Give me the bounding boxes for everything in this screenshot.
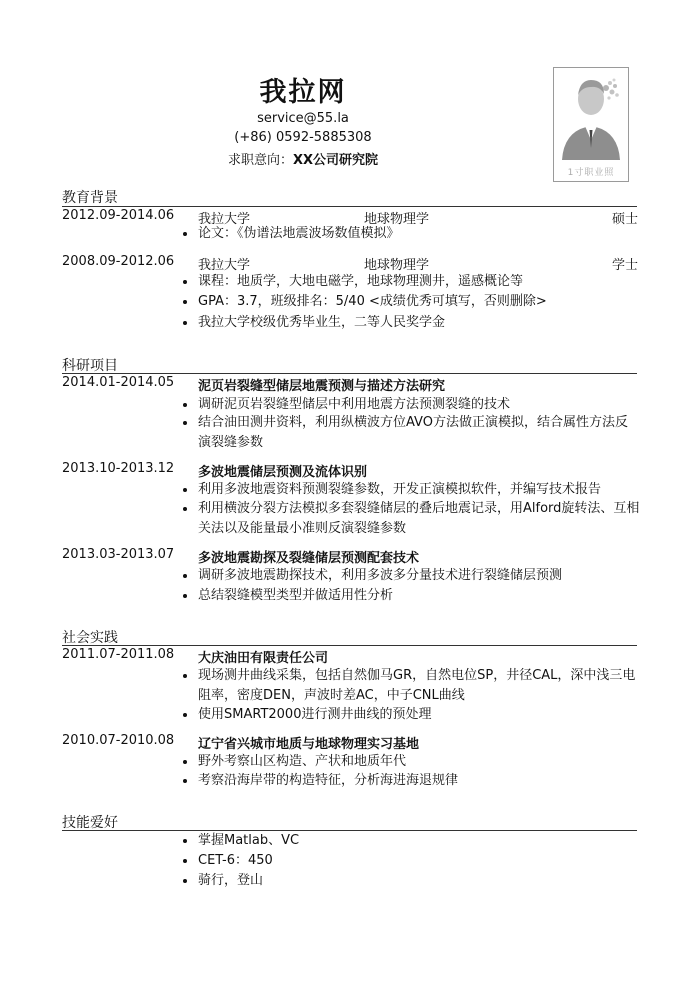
project-date: 2013.10-2013.12 [62,461,175,476]
list-item: CET-6：450 [180,851,640,871]
project-title: 多波地震储层预测及流体识别 [198,465,368,480]
education-degree: 硕士 [612,212,639,227]
list-item: 利用横波分裂方法模拟多套裂缝储层的叠后地震记录，用Alford旋转法、互相关法以及能量最小准则反演裂缝参数 [180,499,640,539]
list-item: 课程：地质学，大地电磁学，地球物理测井，遥感概论等 [180,272,640,292]
practice-title: 大庆油田有限责任公司 [198,651,329,666]
list-item: 调研多波地震勘探技术，利用多波多分量技术进行裂缝储层预测 [180,566,640,586]
section-title-practice: 社会实践 [62,630,118,646]
education-degree: 学士 [612,258,639,273]
education-school: 我拉大学 [198,258,251,273]
practice-title: 辽宁省兴城市地质与地球物理实习基地 [198,737,420,752]
objective-value: XX公司研究院 [292,153,379,168]
list-item: 我拉大学校级优秀毕业生，二等人民奖学金 [180,313,640,333]
list-item: 野外考察山区构造、产状和地质年代 [180,752,640,772]
list-item: 结合油田测井资料，利用纵横波方位AVO方法做正演模拟，结合属性方法反演裂缝参数 [180,413,640,453]
education-school: 我拉大学 [198,212,251,227]
education-major: 地球物理学 [364,258,430,273]
project-title: 多波地震勘探及裂缝储层预测配套技术 [198,551,420,566]
list-item: 掌握Matlab、VC [180,831,640,851]
section-title-education: 教育背景 [62,190,118,206]
profile-photo-placeholder [553,67,629,182]
photo-caption: 1寸职业照 [567,168,615,178]
list-item: 骑行，登山 [180,871,640,891]
project-title: 泥页岩裂缝型储层地震预测与描述方法研究 [198,379,446,394]
education-major: 地球物理学 [364,212,430,227]
list-item: 利用多波地震资料预测裂缝参数，开发正演模拟软件，并编写技术报告 [180,480,640,500]
list-item: 总结裂缝模型类型并做适用性分析 [180,586,640,606]
list-item: 使用SMART2000进行测井曲线的预处理 [180,705,640,725]
list-item: 考察沿海岸带的构造特征，分析海进海退规律 [180,771,640,791]
practice-date: 2010.07-2010.08 [62,733,175,748]
resume-name: 我拉网 [259,77,347,108]
section-divider [62,373,637,374]
section-title-research: 科研项目 [62,358,118,374]
section-divider [62,206,637,207]
practice-date: 2011.07-2011.08 [62,647,175,662]
objective-label: 求职意向： [227,153,293,168]
section-title-skills: 技能爱好 [62,815,118,831]
list-item: 调研泥页岩裂缝型储层中利用地震方法预测裂缝的技术 [180,395,640,415]
project-date: 2014.01-2014.05 [62,375,175,390]
project-date: 2013.03-2013.07 [62,547,175,562]
list-item: GPA：3.7，班级排名：5/40 <成绩优秀可填写，否则删除> [180,292,640,312]
list-item: 论文：《伪谱法地震波场数值模拟》 [180,224,640,244]
education-date: 2012.09-2014.06 [62,208,175,223]
contact-phone: (+86) 0592-5885308 [234,130,372,145]
section-divider [62,645,637,646]
list-item: 现场测井曲线采集，包括自然伽马GR，自然电位SP，井径CAL，深中浅三电阻率，密度DEN，声波时差AC，中子CNL曲线 [180,666,640,706]
job-objective [0,149,606,168]
education-date: 2008.09-2012.06 [62,254,175,269]
contact-email: service@55.la [257,111,349,126]
